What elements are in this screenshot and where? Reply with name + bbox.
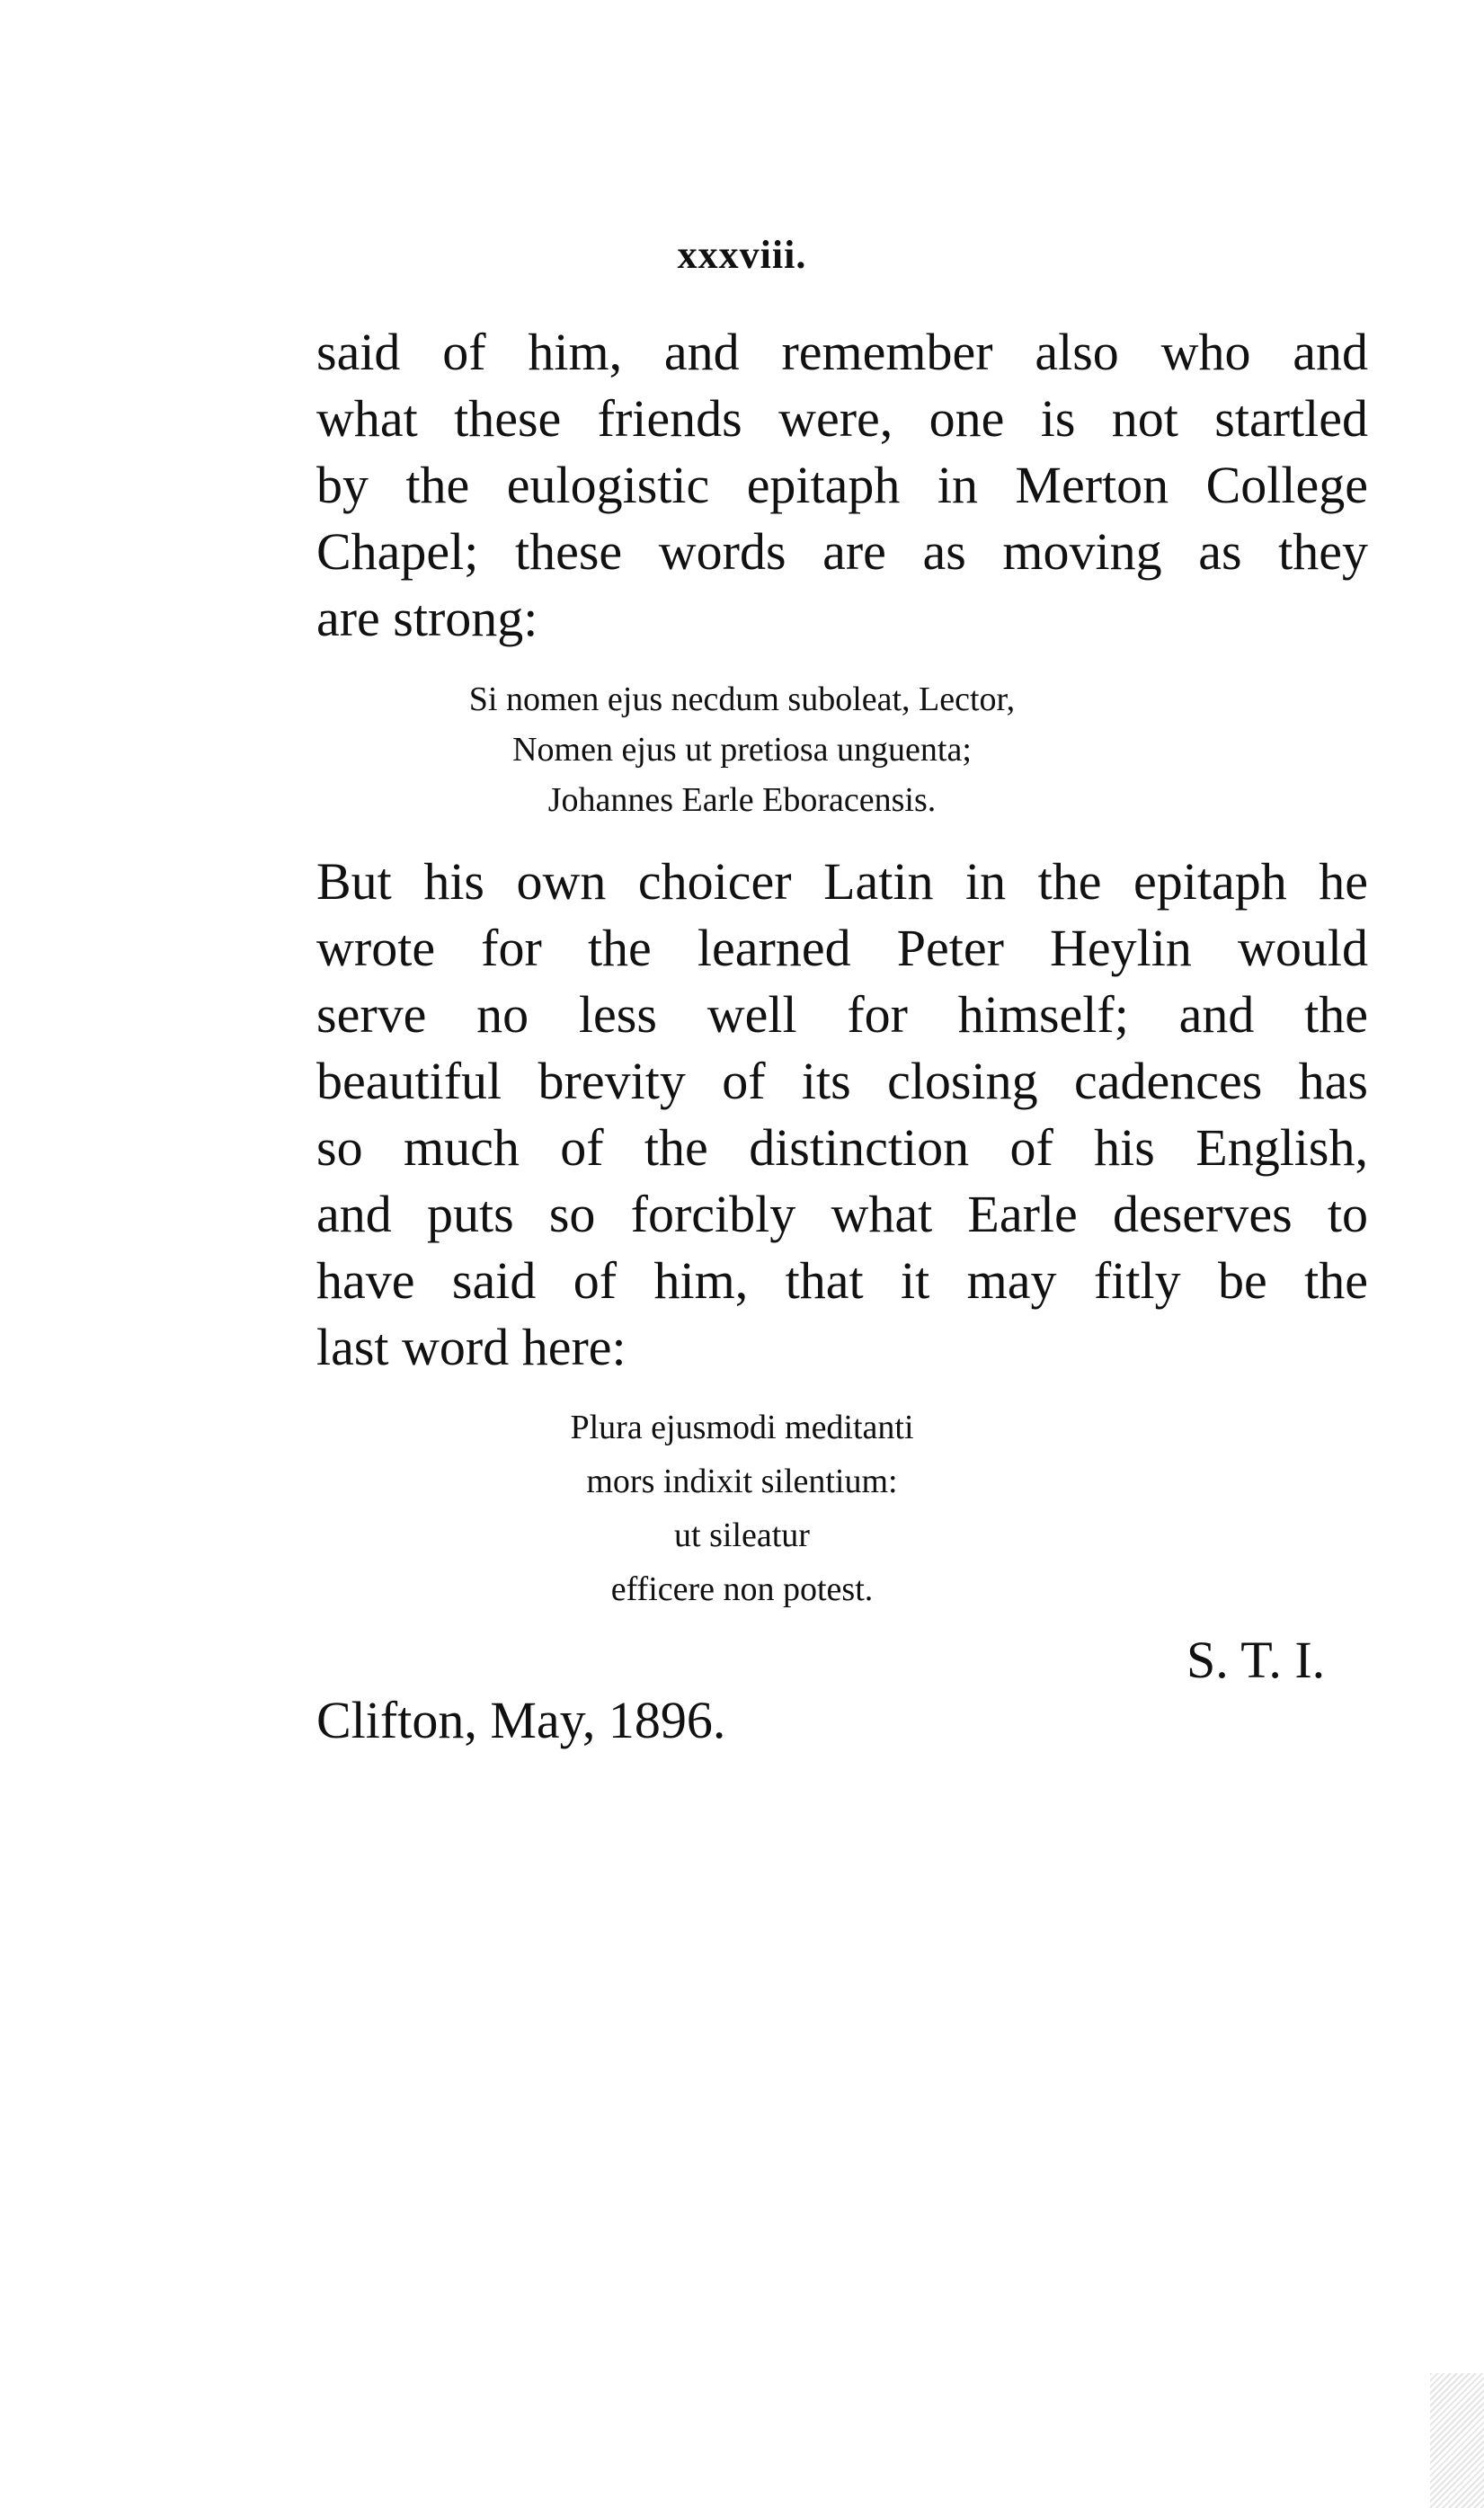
paragraph-2-line: wrote for the learned Peter Heylin would xyxy=(316,919,1368,977)
paragraph-2-line: last word here: xyxy=(316,1318,626,1376)
epitaph-1-line: Johannes Earle Eboracensis. xyxy=(547,781,937,819)
paragraph-1-line: said of him, and remember also who and xyxy=(316,323,1368,381)
paragraph-2-line: so much of the distinction of his English, xyxy=(316,1118,1368,1177)
epitaph-1-line: Si nomen ejus necdum suboleat, Lector, xyxy=(468,680,1016,718)
epitaph-2-line: mors indixit silentium: xyxy=(586,1463,898,1500)
signature: S. T. I. xyxy=(1186,1631,1326,1689)
paragraph-2-line: But his own choicer Latin in the epitaph he xyxy=(316,852,1368,911)
epitaph-2-line: efficere non potest. xyxy=(610,1570,874,1608)
epitaph-2-line: Plura ejusmodi meditanti xyxy=(570,1409,914,1446)
paragraph-1-line: are strong: xyxy=(316,589,538,647)
paragraph-1-line: Chapel; these words are as moving as they xyxy=(316,522,1368,581)
page-number: xxxviii. xyxy=(677,233,807,277)
paragraph-2-line: and puts so forcibly what Earle deserves to xyxy=(316,1185,1368,1243)
paragraph-1-line: what these friends were, one is not startled xyxy=(316,389,1368,448)
epitaph-1-line: Nomen ejus ut pretiosa unguenta; xyxy=(512,731,972,769)
paragraph-1-line: by the eulogistic epitaph in Merton College xyxy=(316,456,1368,514)
paragraph-2-line: have said of him, that it may fitly be the xyxy=(316,1251,1368,1310)
scan-edge-mark xyxy=(1430,2373,1484,2508)
epitaph-2-line: ut sileatur xyxy=(674,1516,810,1554)
paragraph-2-line: beautiful brevity of its closing cadences has xyxy=(316,1052,1368,1110)
place-date: Clifton, May, 1896. xyxy=(316,1691,726,1749)
paragraph-2-line: serve no less well for himself; and the xyxy=(316,985,1368,1044)
